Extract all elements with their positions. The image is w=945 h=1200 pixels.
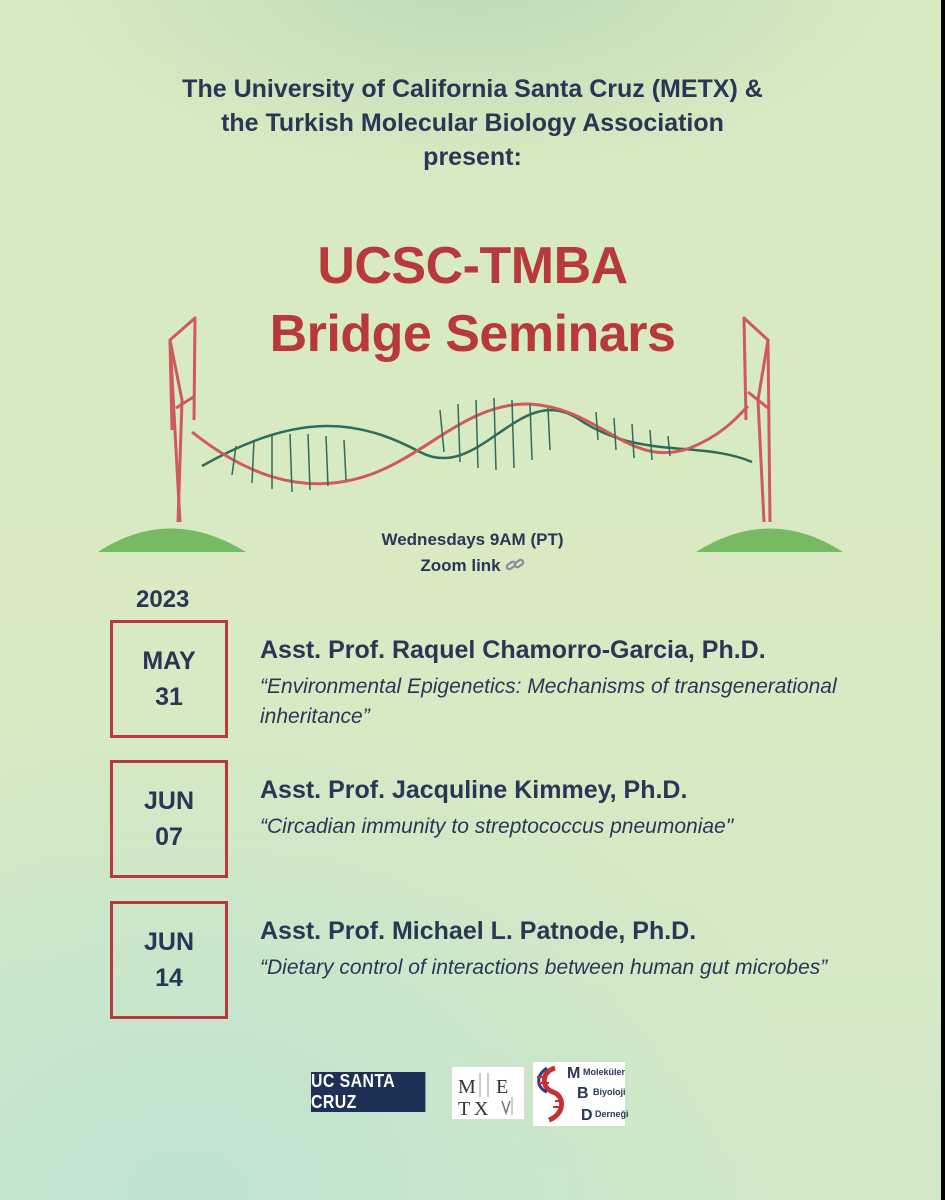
seminar-event <box>110 760 870 884</box>
title-line-2: Bridge Seminars <box>269 305 676 363</box>
presenter-line-2: the Turkish Molecular Biology Association <box>221 109 724 137</box>
presenter-line-3: present: <box>423 143 522 171</box>
svg-text:D: D <box>581 1107 593 1124</box>
edge-bar <box>941 0 945 1200</box>
year-label: 2023 <box>136 586 190 613</box>
date-day: 14 <box>155 964 183 992</box>
date-month: JUN <box>143 928 194 956</box>
talk-title: “Environmental Epigenetics: Mechanisms of transgenerational inheritance” <box>260 675 837 728</box>
svg-text:T: T <box>458 1098 471 1119</box>
mbd-word-1: Moleküler <box>583 1067 626 1077</box>
title-line-1: UCSC-TMBA <box>317 237 628 295</box>
date-box <box>110 760 228 878</box>
mbd-logo <box>533 1062 629 1126</box>
date-box <box>110 901 228 1019</box>
zoom-link-label[interactable]: Zoom link <box>420 556 501 575</box>
date-day: 31 <box>155 683 183 711</box>
speaker-name: Asst. Prof. Jacquline Kimmey, Ph.D. <box>260 776 688 804</box>
schedule-info <box>0 527 945 581</box>
date-month: JUN <box>143 787 194 815</box>
sponsor-logos <box>0 1058 945 1128</box>
speaker-name: Asst. Prof. Michael L. Patnode, Ph.D. <box>260 917 697 945</box>
metx-logo-graphic <box>452 1067 524 1119</box>
presenter-heading <box>0 72 945 174</box>
svg-text:X: X <box>474 1098 489 1119</box>
seminar-event <box>110 901 870 1025</box>
seminar-event <box>110 620 870 744</box>
dna-rungs <box>232 398 670 492</box>
svg-text:E: E <box>496 1076 509 1098</box>
meeting-time: Wednesdays 9AM (PT) <box>381 530 564 549</box>
talk-title: “Dietary control of interactions between human gut microbes” <box>260 956 828 979</box>
seminar-title <box>0 232 945 368</box>
mbd-word-2: Biyoloji <box>593 1087 626 1097</box>
mbd-word-3: Derneği <box>595 1109 629 1119</box>
date-box <box>110 620 228 738</box>
svg-text:M: M <box>458 1076 476 1098</box>
talk-title: “Circadian immunity to streptococcus pneumoniae" <box>260 815 734 838</box>
dna-strand-teal <box>202 410 752 466</box>
presenter-line-1: The University of California Santa Cruz (METX) & <box>182 75 763 103</box>
svg-text:M: M <box>567 1065 581 1082</box>
speaker-name: Asst. Prof. Raquel Chamorro-Garcia, Ph.D. <box>260 636 766 664</box>
zoom-link-row[interactable] <box>0 553 945 581</box>
dna-strand-red <box>192 404 748 484</box>
svg-text:B: B <box>577 1085 589 1102</box>
ucsc-logo: UC SANTA CRUZ <box>311 1072 425 1112</box>
date-month: MAY <box>142 647 196 675</box>
metx-logo <box>451 1066 525 1120</box>
date-day: 07 <box>155 823 183 851</box>
link-icon[interactable] <box>505 555 525 581</box>
